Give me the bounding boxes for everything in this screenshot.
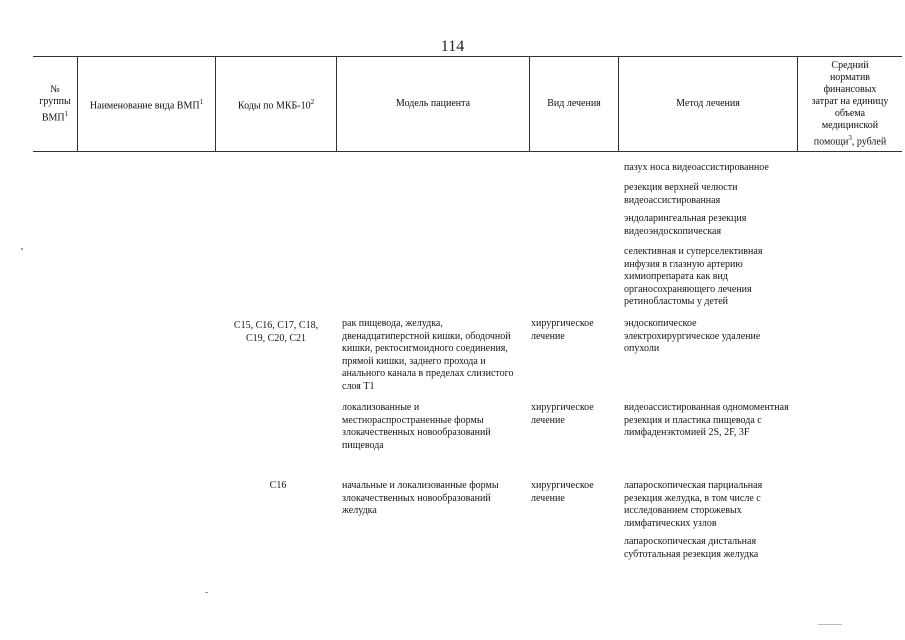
header-cost <box>797 57 902 151</box>
scan-speck <box>205 592 208 593</box>
footnote-mark: 1 <box>64 109 69 118</box>
method-text: лапароскопическая парциальная резекция желудка, в том числе с исследованием сторожевых лимфатических узлов <box>624 480 763 529</box>
header-treatment-method <box>618 57 797 151</box>
header-cost-line-6: медицинской <box>821 119 879 131</box>
header-vmp-name <box>77 57 215 151</box>
method-text: эндоларингеальная резекция видеоэндоскопическая <box>624 213 747 237</box>
header-patient-model <box>336 57 529 151</box>
header-cost-line-2: норматив <box>829 71 871 83</box>
header-patient-text: Модель пациента <box>395 98 471 109</box>
header-cost-line-3: финансовых <box>823 83 877 95</box>
method-text: лапароскопическая дистальная субтотальная резекция желудка <box>624 536 759 560</box>
header-group-number <box>33 57 77 151</box>
treatment-type: хирургическое лечение <box>531 480 594 504</box>
header-treatment-type <box>529 57 618 151</box>
header-vmp-name-text: Наименование вида ВМП <box>89 100 200 112</box>
icd-codes: C15, C16, C17, C18, C19, C20, C21 <box>233 320 319 344</box>
header-cost-line-5: объема <box>834 107 866 119</box>
treatment-type: хирургическое лечение <box>531 318 594 342</box>
method-text: селективная и суперселективная инфузия в глазную артерию химиопрепарата как вид органосохраняющего лечения ретинобластомы у детей <box>624 246 763 308</box>
header-cost-line-7b: , рублей <box>851 136 887 148</box>
page-number: 114 <box>440 38 465 55</box>
header-icd-text: Коды по МКБ-10 <box>237 100 311 112</box>
method-text: пазух носа видеоассистированное <box>624 162 769 173</box>
header-icd-codes <box>215 57 336 151</box>
header-cost-line-7a: помощи <box>813 136 849 148</box>
header-cost-line-1: Средний <box>831 59 869 71</box>
footnote-mark: 3 <box>848 133 852 142</box>
scan-speck <box>21 248 23 250</box>
header-cost-line-4: затрат на единицу <box>811 95 889 107</box>
header-group-line-1: № <box>50 83 60 95</box>
method-text: резекция верхней челюсти видеоассистированная <box>624 182 738 206</box>
header-group-line-3: ВМП <box>41 112 65 124</box>
patient-model: рак пищевода, желудка, двенадцатиперстной кишки, ободочной кишки, ректосигмоидного соединения, прямой кишки, заднего прохода и анального канала в пределах слизистого слоя T1 <box>342 318 514 392</box>
treatment-type: хирургическое лечение <box>531 402 594 426</box>
header-method-text: Метод лечения <box>676 98 740 109</box>
header-treatment-text: Вид лечения <box>547 98 601 109</box>
patient-model: начальные и локализованные формы злокачественных новообразований желудка <box>342 480 499 517</box>
patient-model: локализованные и местнораспространенные формы злокачественных новообразований пищевода <box>342 402 491 451</box>
footnote-mark: 1 <box>199 97 204 106</box>
table-header <box>33 56 902 152</box>
icd-codes: C16 <box>269 480 287 491</box>
method-text: видеоассистированная одномоментная резекция и пластика пищевода с лимфаденэктомией 2S, 2F, 3F <box>624 402 789 439</box>
method-text: эндоскопическое электрохирургическое удаление опухоли <box>624 318 761 355</box>
scan-speck <box>818 624 842 625</box>
header-group-line-2: группы <box>39 95 71 107</box>
footnote-mark: 2 <box>310 97 315 106</box>
